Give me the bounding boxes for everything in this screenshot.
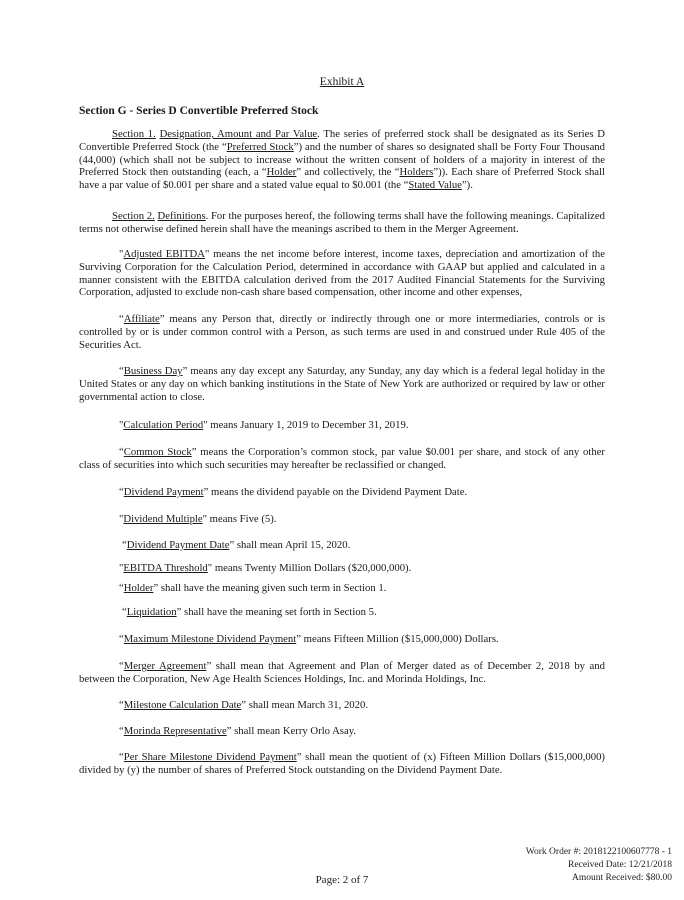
defined-term: Holder — [123, 582, 154, 594]
defined-term: EBITDA Threshold — [123, 562, 208, 574]
defined-term: Affiliate — [123, 313, 160, 325]
defined-term: Dividend Multiple — [123, 513, 203, 525]
section-2-paragraph — [79, 210, 605, 236]
page-number: Page: 2 of 7 — [315, 874, 369, 886]
term-stated-value: Stated Value — [408, 179, 462, 192]
definition-text: ” shall mean March 31, 2020. — [241, 699, 369, 711]
section-2-text: . For the purposes hereof, the following terms shall have the following meanings. Capitalized terms not otherwise defined herein shall have the meanings ascribed to them in the Merger Agreement. — [79, 210, 606, 235]
section-1-text: ”) and the number of shares so designated shall be Forty Four Thousand (44,000) (which shall not be subject to increase without the written consent of holders of a majority in interest of the Preferred Stock then outstanding (each, a “ — [79, 140, 605, 179]
term-preferred-stock: Preferred Stock — [226, 140, 294, 153]
section-1-heading: Designation, Amount and Par Value — [159, 128, 318, 140]
quote: " — [119, 513, 124, 525]
quote: “ — [119, 751, 124, 763]
definition-text: " means the net income before interest, income taxes, depreciation and amortization of the Surviving Corporation for the Calculation Period, determined in accordance with GAAP but applied and calculated in a manner consistent with the EBITDA calculation derived from the 2017 Audited Financial Statements for the Surviving Corporation, adjusted to exclude non-cash share based compensation, other income and other expenses, — [79, 248, 606, 299]
definition-text: ” shall have the meaning given such term in Section 1. — [153, 582, 387, 594]
defined-term: Calculation Period — [123, 419, 204, 431]
definition-text: " means Twenty Million Dollars ($20,000,000). — [207, 562, 412, 574]
definition-text: ” shall mean April 15, 2020. — [229, 539, 351, 551]
defined-term: Morinda Representative — [123, 725, 227, 737]
definition-text: ” means the Corporation’s common stock, par value $0.001 per share, and stock of any other class of securities into which such securities may hereafter be reclassified or changed. — [79, 446, 605, 471]
received-date: Received Date: 12/21/2018 — [568, 860, 672, 870]
work-order-number: Work Order #: 2018122100607778 - 1 — [525, 847, 672, 857]
definition-paragraph — [79, 365, 605, 403]
quote: “ — [122, 606, 127, 618]
defined-term: Per Share Milestone Dividend Payment — [123, 751, 297, 763]
definition-text: ” shall have the meaning set forth in Section 5. — [176, 606, 377, 618]
definition-text: " means Five (5). — [202, 513, 277, 525]
section-1-text: . The series of preferred stock shall be designated as its Series D Convertible Preferred Stock (the “ — [79, 128, 606, 153]
amount-received: Amount Received: $80.00 — [572, 873, 672, 883]
term-holders: Holders — [399, 166, 434, 179]
section-1-text: ” and collectively, the “ — [296, 166, 400, 179]
exhibit-title: Exhibit A — [319, 76, 365, 88]
quote: “ — [122, 539, 127, 551]
definition-paragraph — [79, 633, 605, 646]
quote: “ — [119, 699, 124, 711]
quote: “ — [119, 365, 124, 377]
definition-paragraph — [79, 248, 605, 299]
section-1-text: ”)). Each share of Preferred Stock shall have a par value of $0.001 per share and a stated value equal to $0.001 (the “ — [79, 166, 605, 192]
definition-paragraph — [79, 446, 605, 472]
defined-term: Dividend Payment — [123, 486, 204, 498]
definition-paragraph — [79, 751, 605, 777]
section-title: Section G - Series D Convertible Preferred Stock — [79, 105, 319, 117]
quote: “ — [119, 486, 124, 498]
quote: “ — [119, 582, 124, 594]
quote: “ — [119, 660, 124, 672]
definition-text: " means January 1, 2019 to December 31, 2019. — [203, 419, 409, 431]
definition-text: ” shall mean Kerry Orlo Asay. — [226, 725, 357, 737]
definition-paragraph — [79, 660, 605, 686]
quote: “ — [119, 446, 124, 458]
quote: “ — [119, 313, 124, 325]
definition-paragraph — [79, 562, 605, 575]
definition-text: ” shall mean the quotient of (x) Fifteen Million Dollars ($15,000,000) divided by (y) the number of shares of Preferred Stock outstanding on the Dividend Payment Date. — [79, 751, 605, 776]
defined-term: Business Day — [123, 365, 183, 377]
definition-paragraph — [79, 513, 605, 526]
definition-text: ” means Fifteen Million ($15,000,000) Dollars. — [296, 633, 499, 645]
section-1-number: Section 1. — [112, 128, 156, 140]
quote: " — [119, 419, 124, 431]
section-1-text: ”). — [461, 179, 473, 192]
definition-paragraph — [79, 725, 605, 738]
section-2-number: Section 2. — [112, 210, 155, 222]
definition-paragraph — [79, 699, 605, 712]
definition-paragraph — [79, 539, 605, 552]
defined-term: Dividend Payment Date — [126, 539, 230, 551]
defined-term: Liquidation — [126, 606, 177, 618]
quote: " — [119, 248, 124, 260]
definition-text: ” means any day except any Saturday, any Sunday, any day which is a federal legal holiday in the United States or any day on which banking institutions in the State of New York are authorized or required by law or other governmental action to close. — [79, 365, 606, 403]
section-1-paragraph — [79, 128, 605, 192]
quote: " — [119, 562, 124, 574]
defined-term: Milestone Calculation Date — [123, 699, 242, 711]
defined-term: Adjusted EBITDA — [123, 248, 205, 260]
section-2-heading: Definitions — [157, 210, 206, 222]
definition-paragraph — [79, 606, 605, 619]
definition-paragraph — [79, 582, 605, 595]
definition-paragraph — [79, 313, 605, 351]
term-holder: Holder — [266, 166, 297, 179]
definition-paragraph — [79, 486, 605, 499]
defined-term: Common Stock — [123, 446, 192, 458]
definition-text: ” shall mean that Agreement and Plan of Merger dated as of December 2, 2018 by and between the Corporation, New Age Health Sciences Holdings, Inc. and Morinda Holdings, Inc. — [79, 660, 605, 685]
quote: “ — [119, 633, 124, 645]
definition-paragraph — [79, 419, 605, 432]
definition-text: ” means the dividend payable on the Dividend Payment Date. — [203, 486, 468, 498]
defined-term: Maximum Milestone Dividend Payment — [123, 633, 297, 645]
quote: “ — [119, 725, 124, 737]
definition-text: ” means any Person that, directly or indirectly through one or more intermediaries, controls or is controlled by or is under common control with a Person, as such terms are used in and construed under Rule 405 of the Securities Act. — [79, 313, 605, 351]
defined-term: Merger Agreement — [123, 660, 207, 672]
